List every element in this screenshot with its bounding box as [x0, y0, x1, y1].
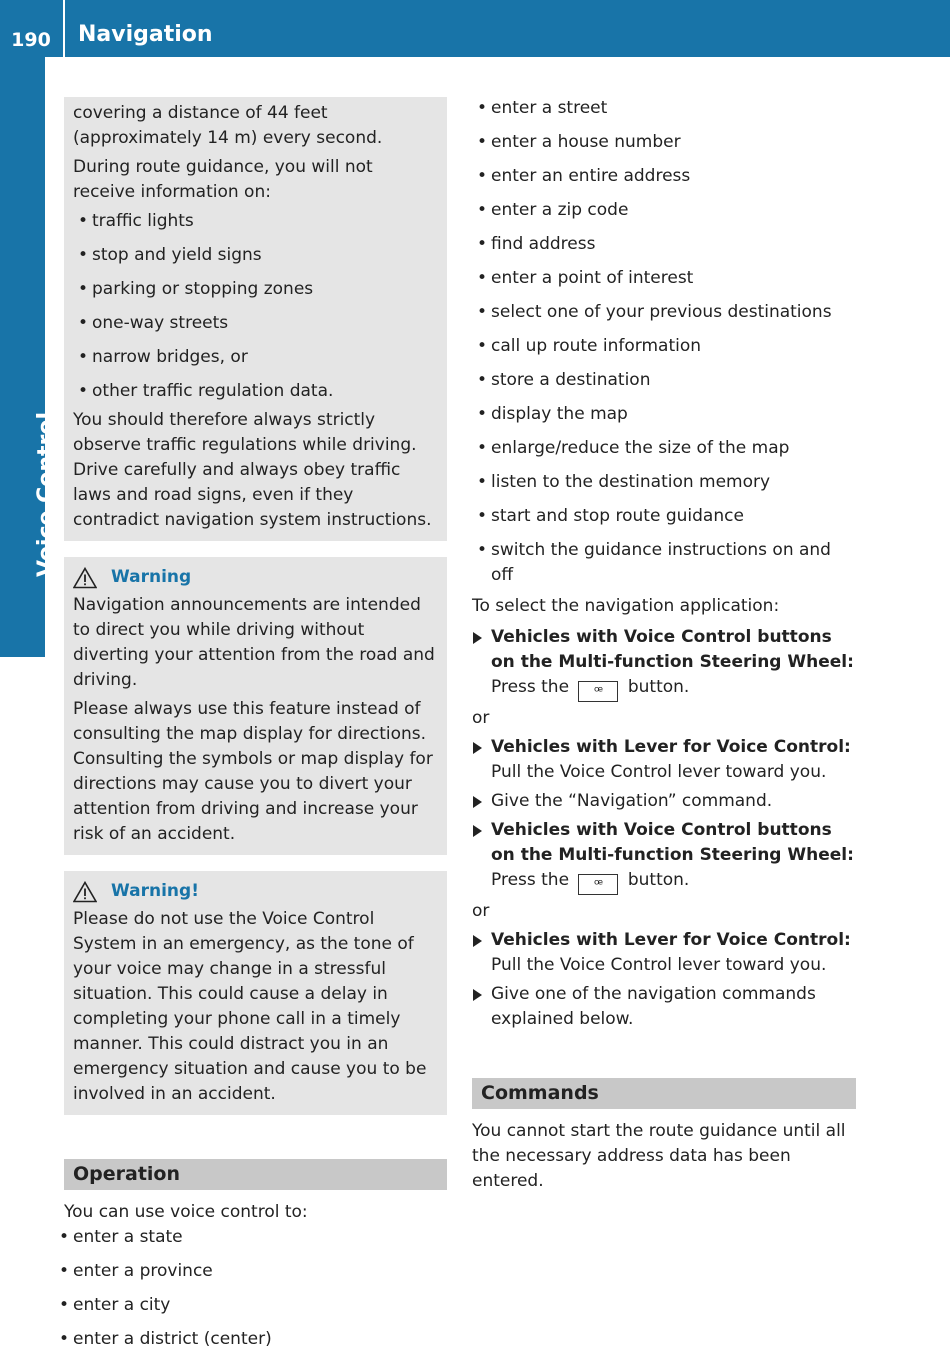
step-text: Pull the Voice Control lever toward you. — [491, 955, 827, 975]
step-item — [472, 735, 856, 785]
warning-box-1 — [64, 557, 447, 855]
step-suffix: button. — [627, 677, 690, 697]
page-title: Navigation — [78, 22, 213, 47]
warning-p1: Navigation announcements are intended to direct you while driving without diverting your attention from the road and driving. — [73, 595, 435, 690]
intro-p3: You should therefore always strictly observe traffic regulations while driving. Drive carefully and always obey traffic laws and road signs, even if they contradict navigation system instructions. — [73, 410, 432, 530]
list-item: • display the map — [472, 402, 856, 427]
voice-button-icon: ꟹ — [578, 681, 618, 702]
right-column — [472, 96, 856, 1200]
step-bold: Vehicles with Voice Control buttons on the Multi-function Steering Wheel: — [491, 820, 854, 865]
operation-intro: You can use voice control to: — [64, 1202, 308, 1222]
list-item: • enter a city — [54, 1293, 447, 1318]
warning-p1: Please do not use the Voice Control System in an emergency, as the tone of your voice may change in a stressful situation. This could cause a delay in completing your phone call in a timely manner. This could distract you in an emergency situation and cause you to be involved in an accident. — [73, 909, 427, 1104]
list-item: • enter a point of interest — [472, 266, 856, 291]
list-item: • one-way streets — [73, 311, 438, 336]
step-item: Give the “Navigation” command. — [472, 789, 856, 814]
steps-list-1 — [472, 625, 856, 702]
section-heading-operation: Operation — [64, 1159, 447, 1190]
list-item: • enter a house number — [472, 130, 856, 155]
step-bold: Vehicles with Lever for Voice Control: — [491, 737, 851, 757]
list-item: • stop and yield signs — [73, 243, 438, 268]
operation-list — [54, 1225, 447, 1352]
warning-box-2 — [64, 871, 447, 1115]
steps-list-3 — [472, 928, 856, 1032]
side-tab-label: Voice Control — [34, 411, 59, 577]
step-item — [472, 625, 856, 702]
step-item: Give one of the navigation commands explained below. — [472, 982, 856, 1032]
list-item: • listen to the destination memory — [472, 470, 856, 495]
header-divider — [63, 0, 65, 57]
section-heading-commands: Commands — [472, 1078, 856, 1109]
list-item: • enter a zip code — [472, 198, 856, 223]
list-item: • enter a district (center) — [54, 1327, 447, 1352]
page-header — [0, 0, 950, 57]
step-bold: Vehicles with Voice Control buttons on the Multi-function Steering Wheel: — [491, 627, 854, 672]
warning-triangle-icon — [73, 567, 97, 589]
warning-heading — [73, 879, 438, 904]
step-bold: Vehicles with Lever for Voice Control: — [491, 930, 851, 950]
side-tab — [0, 57, 59, 657]
warning-heading — [73, 565, 438, 590]
list-item: • enlarge/reduce the size of the map — [472, 436, 856, 461]
list-item: • enter a street — [472, 96, 856, 121]
list-item: • enter an entire address — [472, 164, 856, 189]
warning-title: Warning — [111, 567, 192, 587]
list-item: • narrow bridges, or — [73, 345, 438, 370]
warning-p2: Please always use this feature instead of consulting the map display for directions. Consulting the symbols or map display for directions may cause you to divert your attention from driving and increase your risk of an accident. — [73, 699, 433, 844]
select-intro: To select the navigation application: — [472, 596, 780, 616]
step-press: Press the — [491, 677, 570, 697]
intro-p2: During route guidance, you will not receive information on: — [73, 157, 373, 202]
voice-tasks-list — [472, 96, 856, 588]
list-item: • store a destination — [472, 368, 856, 393]
voice-button-icon: ꟹ — [578, 874, 618, 895]
page-number: 190 — [11, 29, 51, 51]
list-item: • enter a state — [54, 1225, 447, 1250]
warning-triangle-icon — [73, 881, 97, 903]
list-item: • select one of your previous destinations — [472, 300, 856, 325]
step-text: Pull the Voice Control lever toward you. — [491, 762, 827, 782]
info-list — [73, 209, 438, 404]
commands-text: You cannot start the route guidance until all the necessary address data has been entered. — [472, 1121, 846, 1191]
list-item: • parking or stopping zones — [73, 277, 438, 302]
intro-p1: covering a distance of 44 feet (approximately 14 m) every second. — [73, 103, 383, 148]
steps-list-2 — [472, 735, 856, 895]
list-item: • call up route information — [472, 334, 856, 359]
list-item: • start and stop route guidance — [472, 504, 856, 529]
list-item: • enter a province — [54, 1259, 447, 1284]
left-column — [64, 97, 447, 1361]
step-press: Press the — [491, 870, 570, 890]
or-text: or — [472, 901, 490, 921]
step-item — [472, 818, 856, 895]
list-item: • find address — [472, 232, 856, 257]
list-item: • traffic lights — [73, 209, 438, 234]
list-item: • other traffic regulation data. — [73, 379, 438, 404]
step-item — [472, 928, 856, 978]
intro-box — [64, 97, 447, 541]
step-suffix: button. — [627, 870, 690, 890]
warning-title: Warning! — [111, 881, 199, 901]
list-item: • switch the guidance instructions on and off — [472, 538, 856, 588]
or-text: or — [472, 708, 490, 728]
